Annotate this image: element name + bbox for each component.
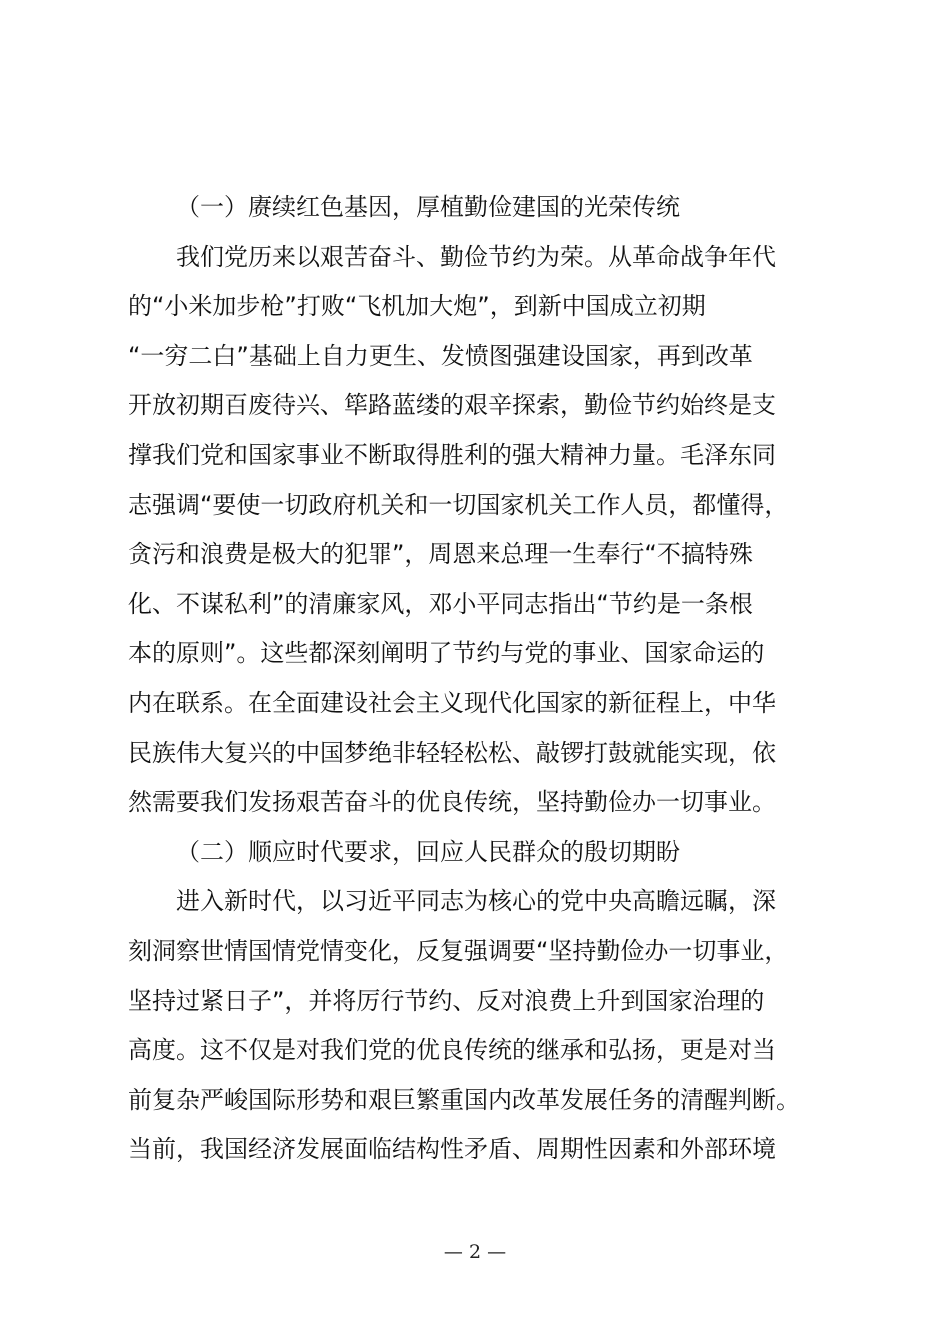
paragraph-line: 民族伟大复兴的中国梦绝非轻轻松松、敲锣打鼓就能实现，依 (128, 738, 776, 767)
paragraph-line: 坚持过紧日子”，并将厉行节约、反对浪费上升到国家治理的 (128, 986, 765, 1015)
paragraph-line: 然需要我们发扬艰苦奋斗的优良传统，坚持勤俭办一切事业。 (128, 788, 776, 817)
paragraph-line: 志强调“要使一切政府机关和一切国家机关工作人员，都懂得， (128, 490, 789, 519)
paragraph-line: 本的原则”。这些都深刻阐明了节约与党的事业、国家命运的 (128, 639, 765, 668)
paragraph-line: “一穷二白”基础上自力更生、发愤图强建设国家，再到改革 (128, 341, 753, 370)
paragraph-line: 高度。这不仅是对我们党的优良传统的继承和弘扬，更是对当 (128, 1036, 776, 1065)
section-heading-1: （一）赓续红色基因，厚植勤俭建国的光荣传统 (176, 193, 680, 221)
document-body (128, 183, 848, 1175)
paragraph-line: 开放初期百废待兴、筚路蓝缕的艰辛探索，勤俭节约始终是支 (128, 391, 776, 420)
paragraph-line: 刻洞察世情国情党情变化，反复强调要“坚持勤俭办一切事业， (128, 936, 789, 965)
paragraph-2 (128, 877, 848, 1175)
paragraph-line: 的“小米加步枪”打败“飞机加大炮”，到新中国成立初期 (128, 292, 706, 321)
section-heading-2: （二）顺应时代要求，回应人民群众的殷切期盼 (176, 837, 680, 866)
paragraph-line: 我们党历来以艰苦奋斗、勤俭节约为荣。从革命战争年代 (176, 242, 776, 271)
page-number: — 2 — (443, 1241, 507, 1263)
paragraph-line: 化、不谋私利”的清廉家风，邓小平同志指出“节约是一条根 (128, 589, 753, 618)
paragraph-line: 贪污和浪费是极大的犯罪”，周恩来总理一生奉行“不搞特殊 (128, 540, 753, 569)
paragraph-line: 撑我们党和国家事业不断取得胜利的强大精神力量。毛泽东同 (128, 440, 776, 469)
paragraph-line: 当前，我国经济发展面临结构性矛盾、周期性因素和外部环境 (128, 1135, 776, 1164)
paragraph-line: 进入新时代，以习近平同志为核心的党中央高瞻远瞩，深 (176, 887, 776, 916)
paragraph-line: 前复杂严峻国际形势和艰巨繁重国内改革发展任务的清醒判断。 (128, 1085, 800, 1114)
paragraph-line: 内在联系。在全面建设社会主义现代化国家的新征程上，中华 (128, 688, 776, 717)
paragraph-1 (128, 233, 848, 828)
